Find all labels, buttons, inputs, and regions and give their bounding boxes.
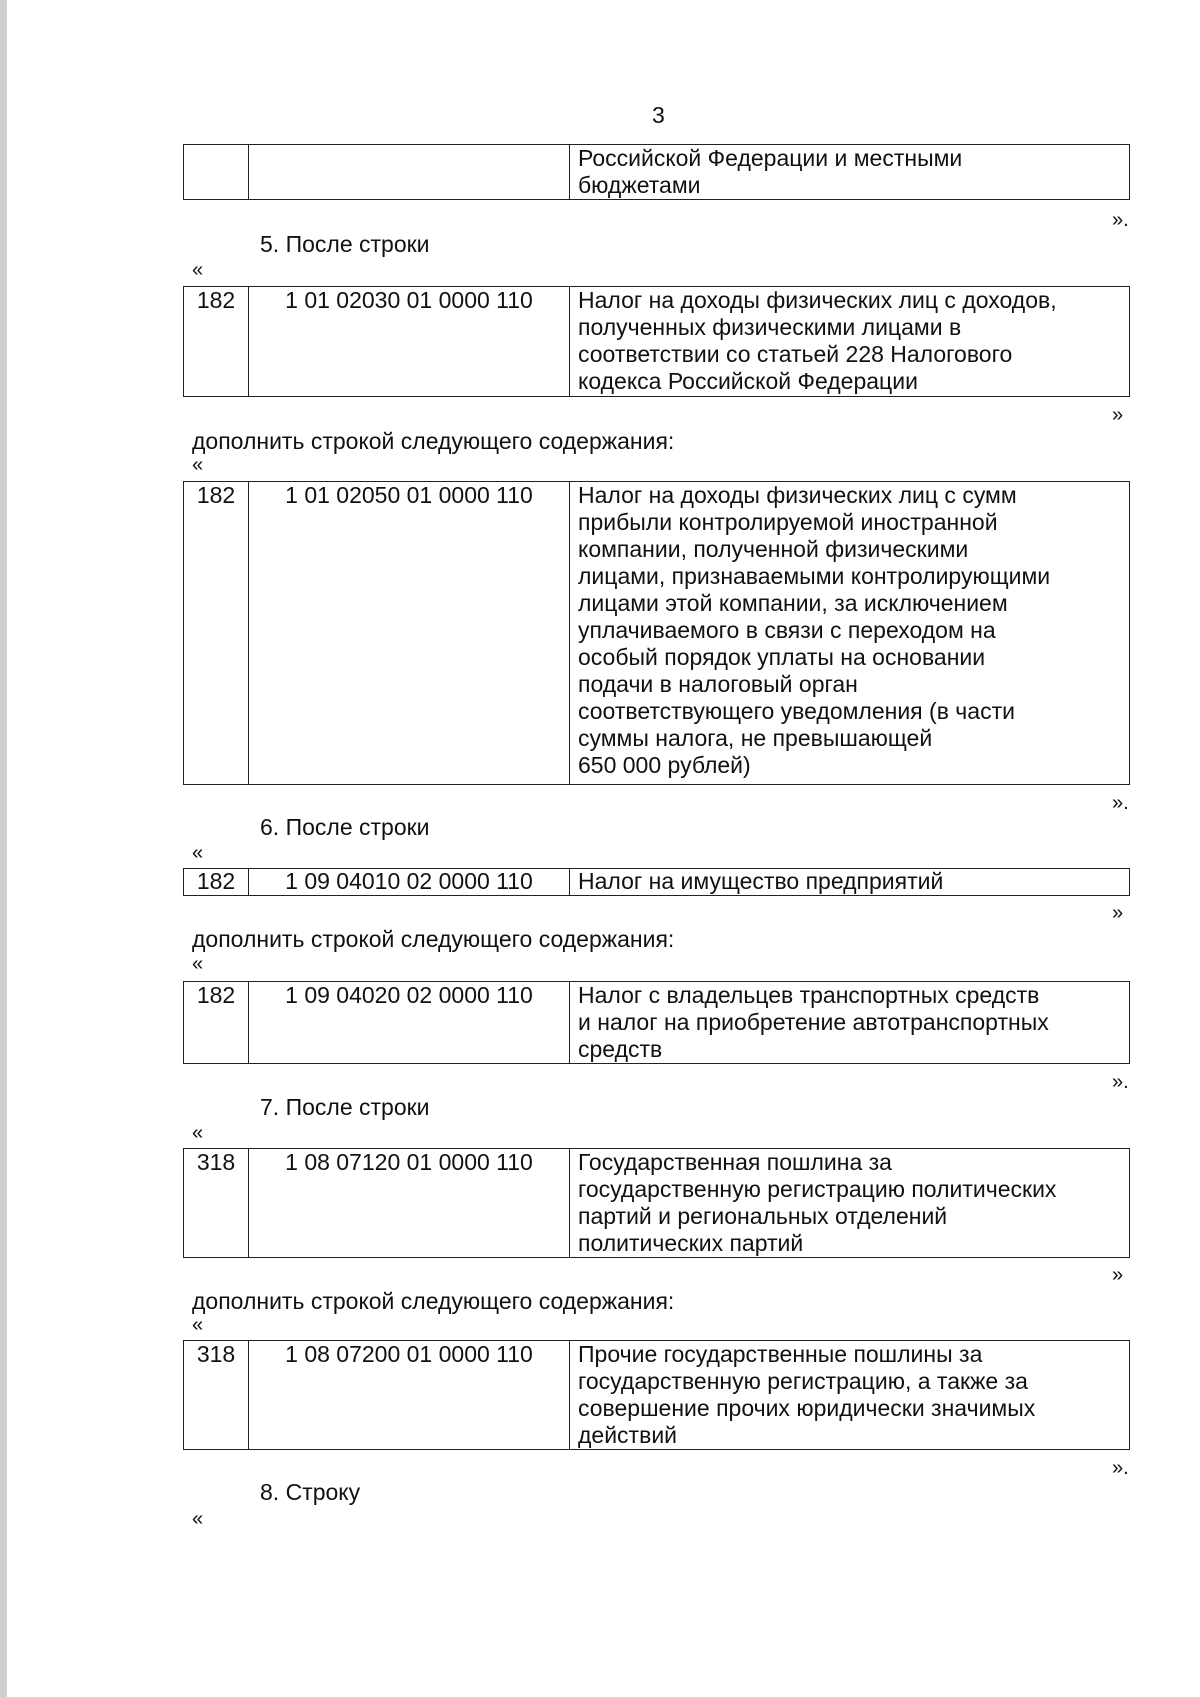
continuation-table (183, 144, 1130, 200)
quote-close: ». (1112, 1071, 1129, 1093)
cell-name: Налог на доходы физических лиц с доходов, полученных физическими лицами в соответствии со статьей 228 Налогового кодекса Российской Федерации (570, 287, 1130, 397)
table-row (184, 145, 1130, 200)
section-8-heading: 8. Строку (260, 1479, 361, 1505)
cell-admin-code: 182 (184, 482, 249, 785)
table-row (184, 1149, 1130, 1258)
section-5-heading: 5. После строки (260, 231, 430, 257)
quote-open: « (192, 1508, 204, 1530)
cell-admin-code: 182 (184, 869, 249, 896)
cell-admin-code: 182 (184, 982, 249, 1064)
quote-open: « (192, 842, 204, 864)
cell-kbk: 1 08 07120 01 0000 110 (249, 1149, 570, 1258)
quote-open: « (192, 953, 204, 975)
cell-kbk: 1 01 02030 01 0000 110 (249, 287, 570, 397)
section-5-new-table (183, 481, 1130, 785)
cell-kbk: 1 09 04020 02 0000 110 (249, 982, 570, 1064)
section-6-new-table (183, 981, 1130, 1064)
section-6-add-text: дополнить строкой следующего содержания: (192, 926, 675, 952)
cell-kbk: 1 01 02050 01 0000 110 (249, 482, 570, 785)
cell-admin-code (184, 145, 249, 200)
cell-name: Налог с владельцев транспортных средств и налог на приобретение автотранспортных средств (570, 982, 1130, 1064)
quote-close: » (1112, 404, 1124, 426)
cell-admin-code: 182 (184, 287, 249, 397)
cell-name: Налог на доходы физических лиц с сумм прибыли контролируемой иностранной компании, полученной физическими лицами, признаваемыми контролирующими лицами этой компании, за исключением уплачиваемого в связи с переходом на особый порядок уплаты на основании подачи в налоговый орган соответствующего уведомления (в части суммы налога, не превышающей 650 000 рублей) (570, 482, 1130, 785)
section-7-heading: 7. После строки (260, 1094, 430, 1120)
quote-open: « (192, 454, 204, 476)
quote-close: » (1112, 1264, 1124, 1286)
cell-name: Прочие государственные пошлины за государственную регистрацию, а также за совершение прочих юридически значимых действий (570, 1341, 1130, 1450)
cell-kbk (249, 145, 570, 200)
cell-kbk: 1 09 04010 02 0000 110 (249, 869, 570, 896)
section-6-heading: 6. После строки (260, 814, 430, 840)
section-7-add-text: дополнить строкой следующего содержания: (192, 1288, 675, 1314)
quote-close: ». (1112, 209, 1129, 231)
cell-admin-code: 318 (184, 1341, 249, 1450)
table-row (184, 869, 1130, 896)
table-row (184, 1341, 1130, 1450)
cell-kbk: 1 08 07200 01 0000 110 (249, 1341, 570, 1450)
quote-close: » (1112, 902, 1124, 924)
cell-admin-code: 318 (184, 1149, 249, 1258)
section-7-new-table (183, 1340, 1130, 1450)
quote-open: « (192, 1122, 204, 1144)
cell-name: Государственная пошлина за государственную регистрацию политических партий и региональных отделений политических партий (570, 1149, 1130, 1258)
section-5-add-text: дополнить строкой следующего содержания: (192, 428, 675, 454)
section-5-before-table (183, 286, 1130, 397)
quote-open: « (192, 1314, 204, 1336)
quote-close: ». (1112, 1457, 1129, 1479)
quote-open: « (192, 259, 204, 281)
table-row (184, 482, 1130, 785)
page-number: 3 (652, 102, 665, 128)
scan-edge (0, 0, 7, 1697)
section-7-before-table (183, 1148, 1130, 1258)
section-6-before-table (183, 868, 1130, 896)
quote-close: ». (1112, 792, 1129, 814)
table-row (184, 982, 1130, 1064)
cell-name: Налог на имущество предприятий (570, 869, 1130, 896)
cell-name: Российской Федерации и местными бюджетами (570, 145, 1130, 200)
table-row (184, 287, 1130, 397)
